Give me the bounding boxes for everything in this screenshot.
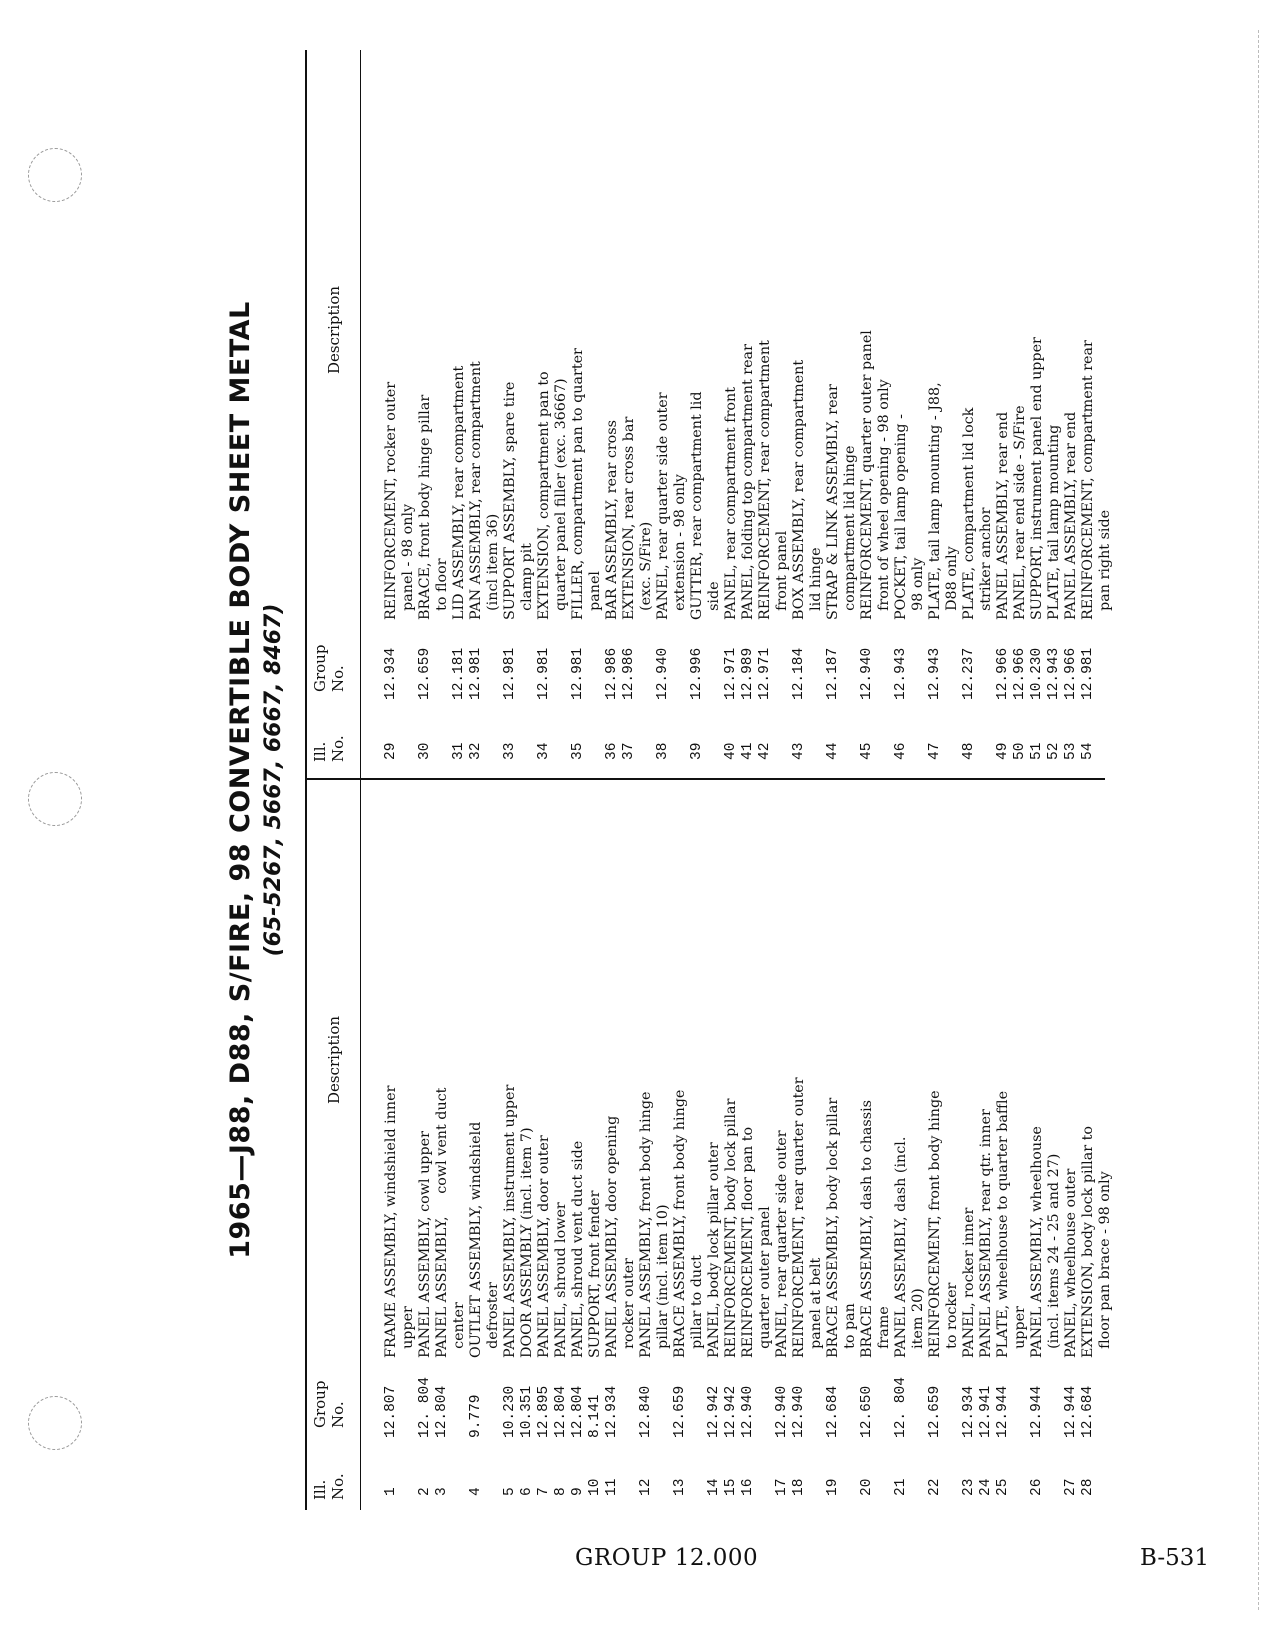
- right-description-cell: (exc. S/Fire): [638, 521, 654, 620]
- left-ill-cell: 16: [740, 1478, 756, 1496]
- right-group-cell: [587, 620, 604, 700]
- right-description-cell: PANEL ASSEMBLY, rear end: [1063, 411, 1079, 620]
- left-group-cell: 12.804: [570, 1385, 586, 1438]
- left-description-cell: BRACE ASSEMBLY, front body hinge: [672, 1089, 688, 1358]
- right-group-cell: [553, 620, 570, 700]
- right-ill-cell: 39: [689, 742, 705, 760]
- left-description-cell: upper: [1012, 1306, 1028, 1358]
- right-ill-cell: 47: [927, 742, 943, 760]
- right-group-cell: [978, 620, 995, 700]
- table-header-rule: [360, 50, 361, 1510]
- left-description-cell: OUTLET ASSEMBLY, windshield: [468, 1121, 484, 1358]
- left-description-cell: upper: [400, 1306, 416, 1358]
- right-ill-cell: [434, 710, 451, 760]
- right-group-cell: 12.996: [689, 647, 705, 700]
- right-ill-cell: 44: [825, 742, 841, 760]
- right-ill-cell: 36: [604, 742, 620, 760]
- left-group-cell: [451, 1358, 468, 1438]
- left-ill-cell: 14: [706, 1478, 722, 1496]
- left-description-cell: floor pan brace - 98 only: [1097, 1171, 1113, 1358]
- right-ill-cell: [774, 710, 791, 760]
- right-description-cell: SUPPORT ASSEMBLY, spare tire: [502, 381, 518, 620]
- left-ill-cell: 9: [570, 1487, 586, 1496]
- right-group-cell: 12.971: [723, 647, 739, 700]
- right-description-cell: clamp pit: [519, 543, 535, 620]
- right-description-cell: panel - 98 only: [400, 503, 416, 620]
- left-description-cell: quarter outer panel: [757, 1206, 773, 1358]
- left-group-cell: 12.804: [434, 1385, 450, 1438]
- right-ill-cell: 33: [502, 742, 518, 760]
- right-description-cell: lid hinge: [808, 547, 824, 620]
- header-desc-left-text: Description: [325, 1015, 343, 1105]
- left-description-cell: REINFORCEMENT, front body hinge: [927, 1090, 943, 1358]
- left-group-cell: 12.940: [791, 1385, 807, 1438]
- right-ill-cell: 30: [417, 742, 433, 760]
- left-ill-column: [383, 1446, 1114, 1496]
- left-group-cell: [485, 1358, 502, 1438]
- right-group-cell: [876, 620, 893, 700]
- left-description-cell: PLATE, wheelhouse to quarter baffle: [995, 1090, 1011, 1358]
- left-description-cell: PANEL, body lock pillar outer: [706, 1142, 722, 1358]
- right-group-column: [383, 620, 1114, 700]
- right-group-cell: 12.181: [451, 647, 467, 700]
- punch-hole-top: [28, 148, 82, 202]
- left-description-cell: PANEL ASSEMBLY, cowl upper: [417, 1131, 433, 1358]
- left-group-cell: 12.942: [706, 1385, 722, 1438]
- right-description-cell: BRACE, front body hinge pillar: [417, 394, 433, 620]
- right-group-cell: [706, 620, 723, 700]
- right-group-cell: 12.237: [961, 647, 977, 700]
- left-description-cell: to rocker: [944, 1282, 960, 1358]
- left-ill-cell: [808, 1446, 825, 1496]
- left-description-cell: SUPPORT, front fender: [587, 1190, 603, 1358]
- right-ill-cell: [978, 710, 995, 760]
- right-group-cell: 12.659: [417, 647, 433, 700]
- left-description-cell: PANEL ASSEMBLY, cowl vent duct: [434, 1087, 450, 1358]
- left-ill-cell: 13: [672, 1478, 688, 1496]
- right-ill-cell: 32: [468, 742, 484, 760]
- left-description-cell: EXTENSION, body lock pillar to: [1080, 1126, 1096, 1358]
- header-ill-left-text: Ill. No.: [311, 1473, 347, 1500]
- right-group-cell: 12.981: [1080, 647, 1096, 700]
- right-group-cell: 12.943: [893, 647, 909, 700]
- right-ill-cell: [910, 710, 927, 760]
- right-group-cell: 12.934: [383, 647, 399, 700]
- left-group-cell: 12.684: [1080, 1385, 1096, 1438]
- left-description-cell: pillar (incl. item 10): [655, 1204, 671, 1358]
- left-ill-cell: [485, 1446, 502, 1496]
- left-description-cell: PANEL ASSEMBLY, door opening: [604, 1115, 620, 1358]
- right-description-cell: PAN ASSEMBLY, rear compartment: [468, 361, 484, 620]
- right-description-cell: PANEL, rear quarter side outer: [655, 392, 671, 620]
- left-description-cell: PANEL ASSEMBLY, wheelhouse: [1029, 1126, 1045, 1358]
- left-ill-cell: 15: [723, 1478, 739, 1496]
- left-ill-cell: 10: [587, 1478, 603, 1496]
- right-ill-cell: [808, 710, 825, 760]
- right-group-cell: [400, 620, 417, 700]
- right-group-cell: [638, 620, 655, 700]
- left-ill-cell: 5: [502, 1487, 518, 1496]
- right-group-cell: 12.986: [604, 647, 620, 700]
- left-group-cell: 12.659: [927, 1385, 943, 1438]
- left-ill-cell: [876, 1446, 893, 1496]
- left-ill-cell: 21: [893, 1478, 909, 1496]
- right-group-cell: 12.971: [757, 647, 773, 700]
- left-description-cell: BRACE ASSEMBLY, dash to chassis: [859, 1099, 875, 1358]
- left-ill-cell: [944, 1446, 961, 1496]
- left-group-cell: 8.141: [587, 1394, 603, 1438]
- left-description-cell: panel at belt: [808, 1257, 824, 1358]
- left-group-cell: 12.807: [383, 1385, 399, 1438]
- right-group-cell: [519, 620, 536, 700]
- right-description-cell: REINFORCEMENT, compartment rear: [1080, 340, 1096, 620]
- right-ill-cell: 50: [1012, 742, 1028, 760]
- right-description-cell: PANEL, folding top compartment rear: [740, 344, 756, 620]
- left-ill-cell: [1012, 1446, 1029, 1496]
- left-ill-cell: [655, 1446, 672, 1496]
- header-ill-right: [311, 722, 347, 762]
- left-description-cell: (incl. items 24 - 25 and 27): [1046, 1153, 1062, 1358]
- page-edge: [1258, 30, 1260, 1610]
- right-group-cell: 12.943: [927, 647, 943, 700]
- right-description-cell: POCKET, tail lamp opening -: [893, 414, 909, 620]
- left-ill-cell: 12: [638, 1478, 654, 1496]
- left-description-cell: PANEL ASSEMBLY, dash (incl.: [893, 1136, 909, 1358]
- right-ill-cell: 54: [1080, 742, 1096, 760]
- left-description-cell: PANEL ASSEMBLY, door outer: [536, 1135, 552, 1358]
- left-ill-cell: 11: [604, 1478, 620, 1496]
- right-group-cell: 10.230: [1029, 647, 1045, 700]
- right-ill-cell: 45: [859, 742, 875, 760]
- right-description-cell: PLATE, compartment lid lock: [961, 407, 977, 620]
- right-ill-cell: 35: [570, 742, 586, 760]
- right-description-cell: pan right side: [1097, 509, 1113, 620]
- right-description-cell: SUPPORT, instrument panel end upper: [1029, 337, 1045, 620]
- right-description-cell: REINFORCEMENT, rear compartment: [757, 340, 773, 620]
- left-description-cell: REINFORCEMENT, rear quarter outer: [791, 1077, 807, 1358]
- left-group-cell: 12.840: [638, 1385, 654, 1438]
- punch-hole-middle: [28, 772, 82, 826]
- left-group-cell: 12.944: [1029, 1385, 1045, 1438]
- right-group-cell: 12.966: [995, 647, 1011, 700]
- left-description-cell: PANEL ASSEMBLY, instrument upper: [502, 1084, 518, 1358]
- right-description-cell: front of wheel opening - 98 only: [876, 379, 892, 620]
- right-group-cell: 12.184: [791, 647, 807, 700]
- left-description-cell: defroster: [485, 1282, 501, 1358]
- right-ill-cell: 43: [791, 742, 807, 760]
- right-ill-cell: 48: [961, 742, 977, 760]
- right-group-cell: 12.981: [570, 647, 586, 700]
- right-description-cell: REINFORCEMENT, quarter outer panel: [859, 330, 875, 620]
- left-group-cell: 12.940: [740, 1385, 756, 1438]
- right-description-cell: BOX ASSEMBLY, rear compartment: [791, 359, 807, 620]
- header-group-right: [311, 632, 347, 692]
- right-ill-cell: 42: [757, 742, 773, 760]
- left-group-cell: 12.684: [825, 1385, 841, 1438]
- right-group-cell: 12.981: [468, 647, 484, 700]
- right-ill-cell: 40: [723, 742, 739, 760]
- right-description-cell: extension - 98 only: [672, 474, 688, 620]
- right-description-cell: FILLER, compartment pan to quarter: [570, 348, 586, 620]
- left-ill-cell: 24: [978, 1478, 994, 1496]
- left-ill-cell: [621, 1446, 638, 1496]
- right-ill-cell: [706, 710, 723, 760]
- page-subtitle: (65-5267, 5667, 6667, 8467): [261, 603, 286, 957]
- left-ill-cell: 23: [961, 1478, 977, 1496]
- left-ill-cell: [910, 1446, 927, 1496]
- left-description-cell: DOOR ASSEMBLY (incl. item 7): [519, 1127, 535, 1358]
- right-description-cell: PANEL, rear compartment front: [723, 387, 739, 620]
- column-divider: [305, 778, 1105, 780]
- right-group-cell: 12.943: [1046, 647, 1062, 700]
- right-ill-cell: 34: [536, 742, 552, 760]
- right-ill-cell: [485, 710, 502, 760]
- left-group-cell: 12.804: [553, 1385, 569, 1438]
- left-description-cell: PANEL, shroud vent duct side: [570, 1140, 586, 1358]
- page-title: 1965—J88, D88, S/FIRE, 98 CONVERTIBLE BODY SHEET METAL: [225, 301, 256, 1259]
- left-description-cell: PANEL, rocker inner: [961, 1207, 977, 1358]
- left-ill-cell: 20: [859, 1478, 875, 1496]
- table-top-rule: [305, 50, 307, 1510]
- right-description-cell: 98 only: [910, 557, 926, 620]
- right-description-cell: (incl item 36): [485, 513, 501, 620]
- left-group-cell: 12. 804: [893, 1377, 909, 1438]
- right-description-cell: EXTENSION, rear cross bar: [621, 416, 637, 620]
- header-group-right-text: Group No.: [311, 644, 347, 692]
- left-description-cell: REINFORCEMENT, body lock pillar: [723, 1098, 739, 1358]
- left-description-cell: BRACE ASSEMBLY, body lock pillar: [825, 1097, 841, 1358]
- parts-sheet: [225, 50, 1225, 1510]
- right-description-cell: BAR ASSEMBLY, rear cross: [604, 420, 620, 620]
- left-description-cell: pillar to duct: [689, 1255, 705, 1358]
- right-ill-cell: [638, 710, 655, 760]
- right-ill-cell: [519, 710, 536, 760]
- left-description-cell: item 20): [910, 1288, 926, 1358]
- right-group-cell: 12.966: [1063, 647, 1079, 700]
- right-ill-cell: 52: [1046, 742, 1062, 760]
- right-description-cell: GUTTER, rear compartment lid: [689, 391, 705, 620]
- left-description-cell: PANEL ASSEMBLY, front body hinge: [638, 1091, 654, 1358]
- left-ill-cell: [400, 1446, 417, 1496]
- header-desc-right: [325, 70, 343, 590]
- right-ill-cell: [842, 710, 859, 760]
- right-description-cell: PLATE, tail lamp mounting: [1046, 424, 1062, 620]
- left-ill-cell: 3: [434, 1487, 450, 1496]
- left-description-cell: rocker outer: [621, 1258, 637, 1358]
- left-ill-cell: 7: [536, 1487, 552, 1496]
- right-ill-cell: 31: [451, 742, 467, 760]
- right-description-cell: EXTENSION, compartment pan to: [536, 371, 552, 620]
- right-group-cell: 12.940: [655, 647, 671, 700]
- left-group-cell: 12.659: [672, 1385, 688, 1438]
- right-description-cell: side: [706, 581, 722, 620]
- left-group-cell: 12. 804: [417, 1377, 433, 1438]
- left-group-cell: 9.779: [468, 1394, 484, 1438]
- left-ill-cell: [757, 1446, 774, 1496]
- left-group-cell: 12.934: [961, 1385, 977, 1438]
- left-ill-cell: [842, 1446, 859, 1496]
- left-group-cell: [842, 1358, 859, 1438]
- left-group-cell: [910, 1358, 927, 1438]
- right-group-cell: [672, 620, 689, 700]
- left-description-cell: PANEL ASSEMBLY, rear qtr. inner: [978, 1109, 994, 1358]
- left-group-cell: [1097, 1358, 1114, 1438]
- left-ill-cell: 28: [1080, 1478, 1096, 1496]
- right-group-cell: 12.981: [502, 647, 518, 700]
- right-ill-cell: 38: [655, 742, 671, 760]
- left-ill-cell: [689, 1446, 706, 1496]
- left-ill-cell: [1097, 1446, 1114, 1496]
- right-group-cell: [1097, 620, 1114, 700]
- right-ill-cell: 53: [1063, 742, 1079, 760]
- right-group-cell: [808, 620, 825, 700]
- right-ill-cell: [1097, 710, 1114, 760]
- right-description-cell: LID ASSEMBLY, rear compartment: [451, 365, 467, 620]
- right-ill-cell: [400, 710, 417, 760]
- left-description-cell: center: [451, 1302, 467, 1358]
- left-group-cell: [400, 1358, 417, 1438]
- right-description-cell: striker anchor: [978, 507, 994, 620]
- left-group-cell: 12.934: [604, 1385, 620, 1438]
- right-description-cell: REINFORCEMENT, rocker outer: [383, 381, 399, 620]
- right-description-column: [383, 50, 1114, 620]
- left-group-cell: 12.942: [723, 1385, 739, 1438]
- left-ill-cell: 1: [383, 1487, 399, 1496]
- right-ill-cell: 49: [995, 742, 1011, 760]
- right-ill-cell: 41: [740, 742, 756, 760]
- left-group-cell: [621, 1358, 638, 1438]
- right-ill-cell: 37: [621, 742, 637, 760]
- left-group-cell: 10.351: [519, 1385, 535, 1438]
- right-group-cell: [842, 620, 859, 700]
- left-group-cell: [1012, 1358, 1029, 1438]
- right-ill-cell: 51: [1029, 742, 1045, 760]
- right-description-cell: front panel: [774, 530, 790, 620]
- left-group-cell: [757, 1358, 774, 1438]
- left-group-cell: 12.941: [978, 1385, 994, 1438]
- punch-hole-bottom: [28, 1396, 82, 1450]
- left-group-cell: [655, 1358, 672, 1438]
- right-description-cell: compartment lid hinge: [842, 445, 858, 620]
- left-group-cell: 12.940: [774, 1385, 790, 1438]
- header-ill-left: [311, 1460, 347, 1500]
- right-description-cell: PANEL, rear end side - S/Fire: [1012, 405, 1028, 620]
- footer-page-number: B-531: [1140, 1545, 1209, 1571]
- left-group-cell: 12.944: [995, 1385, 1011, 1438]
- left-description-cell: REINFORCEMENT, floor pan to: [740, 1126, 756, 1358]
- header-ill-right-text: Ill. No.: [311, 735, 347, 762]
- left-group-column: [383, 1358, 1114, 1438]
- right-description-cell: D88 only: [944, 546, 960, 620]
- right-ill-column: [383, 710, 1114, 760]
- left-group-cell: [808, 1358, 825, 1438]
- left-ill-cell: 4: [468, 1487, 484, 1496]
- left-ill-cell: 17: [774, 1478, 790, 1496]
- right-description-cell: STRAP & LINK ASSEMBLY, rear: [825, 384, 841, 620]
- right-group-cell: 12.986: [621, 647, 637, 700]
- left-group-cell: [689, 1358, 706, 1438]
- right-group-cell: [774, 620, 791, 700]
- right-ill-cell: [587, 710, 604, 760]
- right-group-cell: 12.981: [536, 647, 552, 700]
- left-ill-cell: 26: [1029, 1478, 1045, 1496]
- left-description-cell: PANEL, rear quarter side outer: [774, 1130, 790, 1358]
- right-description-cell: to floor: [434, 558, 450, 620]
- right-ill-cell: 46: [893, 742, 909, 760]
- right-group-cell: 12.966: [1012, 647, 1028, 700]
- left-ill-cell: 18: [791, 1478, 807, 1496]
- left-ill-cell: 25: [995, 1478, 1011, 1496]
- right-description-cell: PLATE, tail lamp mounting - J88,: [927, 382, 943, 620]
- left-ill-cell: 6: [519, 1487, 535, 1496]
- left-group-cell: [876, 1358, 893, 1438]
- left-ill-cell: [451, 1446, 468, 1496]
- right-group-cell: 12.187: [825, 647, 841, 700]
- left-group-cell: 12.650: [859, 1385, 875, 1438]
- left-ill-cell: 2: [417, 1487, 433, 1496]
- left-group-cell: [944, 1358, 961, 1438]
- right-ill-cell: [553, 710, 570, 760]
- right-group-cell: 12.989: [740, 647, 756, 700]
- right-description-cell: panel: [587, 570, 603, 620]
- left-group-cell: [1046, 1358, 1063, 1438]
- left-group-cell: 10.230: [502, 1385, 518, 1438]
- left-description-cell: PANEL, wheelhouse outer: [1063, 1168, 1079, 1358]
- left-ill-cell: 8: [553, 1487, 569, 1496]
- left-description-column: [383, 788, 1114, 1358]
- left-ill-cell: [1046, 1446, 1063, 1496]
- right-group-cell: [910, 620, 927, 700]
- right-group-cell: 12.940: [859, 647, 875, 700]
- right-ill-cell: 29: [383, 742, 399, 760]
- right-description-cell: quarter panel filler (exc. 36667): [553, 378, 569, 620]
- right-ill-cell: [944, 710, 961, 760]
- right-ill-cell: [672, 710, 689, 760]
- left-group-cell: 12.944: [1063, 1385, 1079, 1438]
- right-group-cell: [434, 620, 451, 700]
- header-group-left-text: Group No.: [311, 1380, 347, 1428]
- left-description-cell: to pan: [842, 1303, 858, 1358]
- left-description-cell: PANEL, shroud lower: [553, 1202, 569, 1358]
- left-description-cell: frame: [876, 1306, 892, 1358]
- header-desc-right-text: Description: [325, 285, 343, 375]
- left-group-cell: 12.895: [536, 1385, 552, 1438]
- header-desc-left: [325, 800, 343, 1320]
- left-description-cell: FRAME ASSEMBLY, windshield inner: [383, 1085, 399, 1358]
- right-group-cell: [944, 620, 961, 700]
- right-description-cell: PANEL ASSEMBLY, rear end: [995, 411, 1011, 620]
- footer-group-label: GROUP 12.000: [575, 1545, 759, 1571]
- header-group-left: [311, 1368, 347, 1428]
- left-ill-cell: 19: [825, 1478, 841, 1496]
- left-ill-cell: 22: [927, 1478, 943, 1496]
- right-group-cell: [485, 620, 502, 700]
- right-ill-cell: [876, 710, 893, 760]
- left-ill-cell: 27: [1063, 1478, 1079, 1496]
